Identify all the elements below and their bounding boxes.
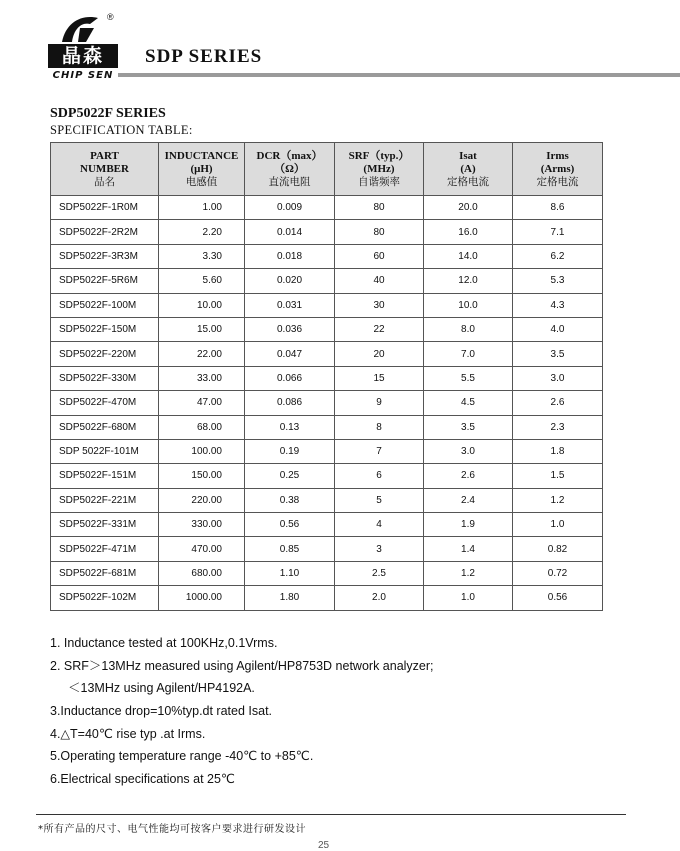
irms-cell: 2.6	[513, 391, 603, 415]
inductance-cell: 100.00	[159, 439, 245, 463]
logo-chinese-text: 晶森	[48, 44, 118, 68]
part-number-cell: SDP5022F-100M	[51, 293, 159, 317]
irms-cell: 8.6	[513, 196, 603, 220]
column-header-chinese-label: 定格电流	[536, 175, 579, 188]
isat-cell: 12.0	[424, 269, 513, 293]
srf-cell: 20	[335, 342, 424, 366]
inductance-cell: 330.00	[159, 513, 245, 537]
isat-cell: 14.0	[424, 244, 513, 268]
column-header-label: Isat	[459, 149, 477, 162]
notes-list	[50, 632, 650, 791]
table-row	[51, 488, 603, 512]
dcr-cell: 0.25	[245, 464, 335, 488]
inductance-cell: 68.00	[159, 415, 245, 439]
column-header-label: SRF（typ.）	[348, 149, 410, 162]
inductance-cell: 10.00	[159, 293, 245, 317]
srf-cell: 5	[335, 488, 424, 512]
column-header	[51, 143, 159, 196]
column-header-label: PART	[90, 149, 119, 162]
isat-cell: 20.0	[424, 196, 513, 220]
isat-cell: 8.0	[424, 317, 513, 341]
column-header-chinese-label: 直流电阻	[268, 175, 311, 188]
irms-cell: 0.82	[513, 537, 603, 561]
section-title: SDP5022F SERIES	[50, 106, 166, 121]
isat-cell: 7.0	[424, 342, 513, 366]
series-title: SDP SERIES	[145, 46, 263, 67]
column-header-chinese-label: 定格电流	[447, 175, 489, 188]
table-row	[51, 366, 603, 390]
irms-cell: 0.72	[513, 561, 603, 585]
srf-cell: 80	[335, 196, 424, 220]
table-body	[51, 196, 603, 611]
srf-cell: 2.5	[335, 561, 424, 585]
inductance-cell: 1000.00	[159, 586, 245, 610]
part-number-cell: SDP5022F-102M	[51, 586, 159, 610]
note-item: 5.Operating temperature range -40℃ to +85℃.	[50, 749, 314, 764]
note-item: 6.Electrical specifications at 25℃	[50, 772, 235, 787]
table-row	[51, 439, 603, 463]
column-header-chinese-label: 品名	[94, 175, 115, 188]
specification-table	[50, 142, 603, 611]
dcr-cell: 0.066	[245, 366, 335, 390]
inductance-cell: 2.20	[159, 220, 245, 244]
table-row	[51, 293, 603, 317]
dcr-cell: 0.020	[245, 269, 335, 293]
inductance-cell: 3.30	[159, 244, 245, 268]
note-item: 3.Inductance drop=10%typ.dt rated Isat.	[50, 704, 273, 719]
srf-cell: 15	[335, 366, 424, 390]
dcr-cell: 0.018	[245, 244, 335, 268]
column-header-label: Irms	[546, 149, 569, 162]
irms-cell: 6.2	[513, 244, 603, 268]
table-row	[51, 269, 603, 293]
dcr-cell: 1.10	[245, 561, 335, 585]
srf-cell: 40	[335, 269, 424, 293]
header-divider	[118, 73, 680, 77]
page-number: 25	[318, 840, 330, 851]
part-number-cell: SDP 5022F-101M	[51, 439, 159, 463]
dcr-cell: 0.009	[245, 196, 335, 220]
dcr-cell: 0.031	[245, 293, 335, 317]
inductance-cell: 220.00	[159, 488, 245, 512]
dcr-cell: 0.036	[245, 317, 335, 341]
column-header	[424, 143, 513, 196]
column-header-label: INDUCTANCE	[164, 149, 239, 162]
column-header-label: （Ω）	[274, 162, 305, 175]
section-caption: SPECIFICATION TABLE:	[50, 123, 193, 137]
isat-cell: 3.5	[424, 415, 513, 439]
isat-cell: 16.0	[424, 220, 513, 244]
isat-cell: 1.9	[424, 513, 513, 537]
part-number-cell: SDP5022F-150M	[51, 317, 159, 341]
srf-cell: 6	[335, 464, 424, 488]
isat-cell: 3.0	[424, 439, 513, 463]
dcr-cell: 0.014	[245, 220, 335, 244]
irms-cell: 7.1	[513, 220, 603, 244]
table-row	[51, 220, 603, 244]
dcr-cell: 0.086	[245, 391, 335, 415]
table-header-row	[51, 143, 603, 196]
column-header	[513, 143, 603, 196]
registered-mark: ®	[107, 12, 114, 22]
dcr-cell: 0.56	[245, 513, 335, 537]
inductance-cell: 15.00	[159, 317, 245, 341]
srf-cell: 7	[335, 439, 424, 463]
dcr-cell: 0.85	[245, 537, 335, 561]
srf-cell: 60	[335, 244, 424, 268]
srf-cell: 3	[335, 537, 424, 561]
inductance-cell: 470.00	[159, 537, 245, 561]
part-number-cell: SDP5022F-221M	[51, 488, 159, 512]
srf-cell: 22	[335, 317, 424, 341]
part-number-cell: SDP5022F-151M	[51, 464, 159, 488]
column-header-label: (A)	[460, 162, 476, 175]
dcr-cell: 0.047	[245, 342, 335, 366]
part-number-cell: SDP5022F-3R3M	[51, 244, 159, 268]
part-number-cell: SDP5022F-470M	[51, 391, 159, 415]
part-number-cell: SDP5022F-330M	[51, 366, 159, 390]
note-item: 1. Inductance tested at 100KHz,0.1Vrms.	[50, 636, 278, 650]
isat-cell: 1.0	[424, 586, 513, 610]
table-row	[51, 537, 603, 561]
dcr-cell: 0.13	[245, 415, 335, 439]
table-row	[51, 415, 603, 439]
srf-cell: 80	[335, 220, 424, 244]
isat-cell: 2.4	[424, 488, 513, 512]
inductance-cell: 47.00	[159, 391, 245, 415]
irms-cell: 3.5	[513, 342, 603, 366]
srf-cell: 9	[335, 391, 424, 415]
irms-cell: 4.0	[513, 317, 603, 341]
company-logo	[44, 12, 119, 82]
column-header-label: (μH)	[190, 162, 213, 175]
inductance-cell: 150.00	[159, 464, 245, 488]
column-header	[159, 143, 245, 196]
part-number-cell: SDP5022F-331M	[51, 513, 159, 537]
irms-cell: 3.0	[513, 366, 603, 390]
part-number-cell: SDP5022F-2R2M	[51, 220, 159, 244]
table-row	[51, 561, 603, 585]
irms-cell: 2.3	[513, 415, 603, 439]
note-item: ＜13MHz using Agilent/HP4192A.	[68, 681, 255, 696]
isat-cell: 10.0	[424, 293, 513, 317]
table-row	[51, 244, 603, 268]
column-header-label: NUMBER	[80, 162, 129, 175]
column-header	[335, 143, 424, 196]
part-number-cell: SDP5022F-1R0M	[51, 196, 159, 220]
dcr-cell: 0.38	[245, 488, 335, 512]
srf-cell: 30	[335, 293, 424, 317]
table-row	[51, 342, 603, 366]
irms-cell: 0.56	[513, 586, 603, 610]
table-row	[51, 586, 603, 610]
irms-cell: 4.3	[513, 293, 603, 317]
isat-cell: 1.2	[424, 561, 513, 585]
inductance-cell: 33.00	[159, 366, 245, 390]
inductance-cell: 1.00	[159, 196, 245, 220]
isat-cell: 4.5	[424, 391, 513, 415]
part-number-cell: SDP5022F-471M	[51, 537, 159, 561]
table-header	[51, 143, 603, 196]
table-row	[51, 196, 603, 220]
irms-cell: 1.8	[513, 439, 603, 463]
part-number-cell: SDP5022F-681M	[51, 561, 159, 585]
note-item: 2. SRF＞13MHz measured using Agilent/HP8753D network analyzer;	[50, 658, 434, 673]
logo-emblem-icon	[60, 12, 100, 46]
part-number-cell: SDP5022F-680M	[51, 415, 159, 439]
inductance-cell: 680.00	[159, 561, 245, 585]
page-header	[0, 0, 680, 90]
isat-cell: 2.6	[424, 464, 513, 488]
footer-divider	[36, 814, 626, 815]
column-header-chinese-label: 电感值	[185, 175, 218, 188]
table-row	[51, 513, 603, 537]
dcr-cell: 0.19	[245, 439, 335, 463]
srf-cell: 8	[335, 415, 424, 439]
column-header-label: (MHz)	[363, 162, 395, 175]
srf-cell: 2.0	[335, 586, 424, 610]
srf-cell: 4	[335, 513, 424, 537]
footer-note: *所有产品的尺寸、电气性能均可按客户要求进行研发设计	[38, 824, 306, 835]
inductance-cell: 5.60	[159, 269, 245, 293]
table-row	[51, 317, 603, 341]
inductance-cell: 22.00	[159, 342, 245, 366]
isat-cell: 5.5	[424, 366, 513, 390]
column-header-label: DCR（max）	[256, 149, 323, 162]
part-number-cell: SDP5022F-5R6M	[51, 269, 159, 293]
column-header-label: (Arms)	[540, 162, 575, 175]
irms-cell: 1.2	[513, 488, 603, 512]
column-header-chinese-label: 自谐频率	[358, 175, 400, 188]
dcr-cell: 1.80	[245, 586, 335, 610]
logo-english-text: CHIP SEN	[52, 70, 114, 81]
irms-cell: 5.3	[513, 269, 603, 293]
isat-cell: 1.4	[424, 537, 513, 561]
irms-cell: 1.5	[513, 464, 603, 488]
part-number-cell: SDP5022F-220M	[51, 342, 159, 366]
note-item: 4.△T=40℃ rise typ .at Irms.	[50, 726, 206, 741]
table-row	[51, 464, 603, 488]
column-header	[245, 143, 335, 196]
irms-cell: 1.0	[513, 513, 603, 537]
table-row	[51, 391, 603, 415]
